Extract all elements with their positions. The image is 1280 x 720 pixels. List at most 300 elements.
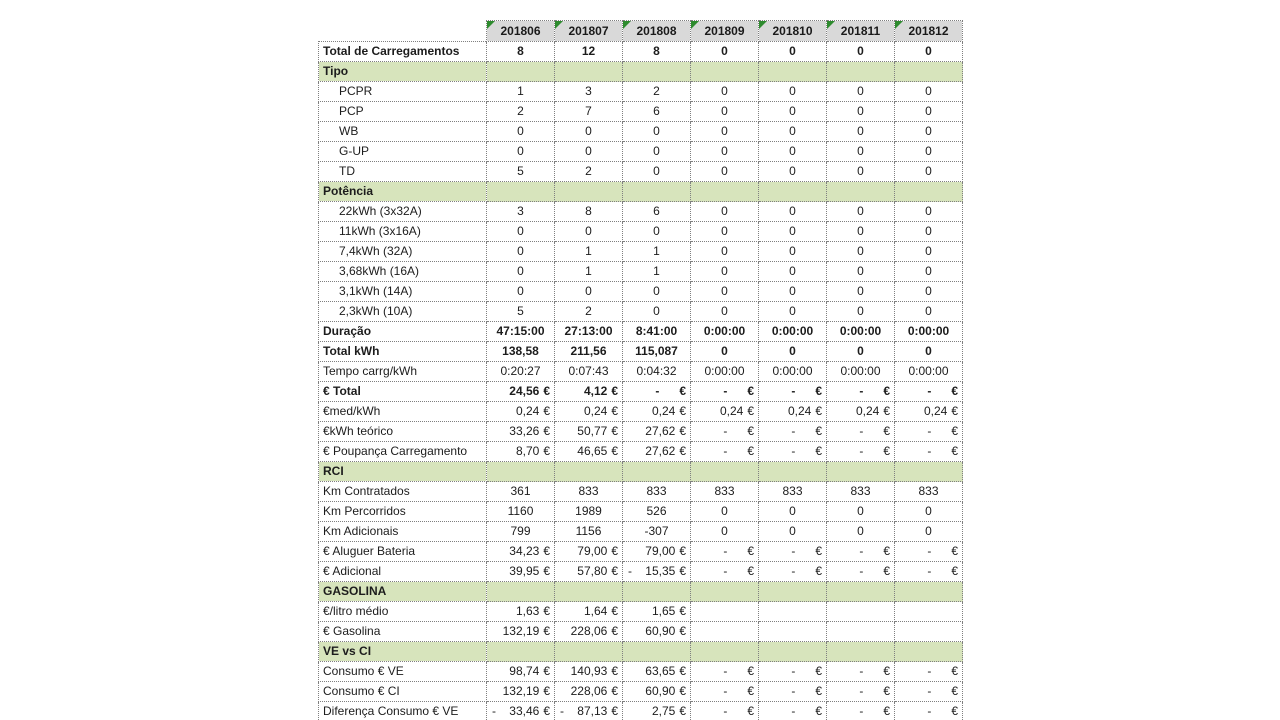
- cell[interactable]: 2: [623, 82, 691, 102]
- cell[interactable]: 526: [623, 502, 691, 522]
- cell[interactable]: [691, 622, 759, 642]
- cell[interactable]: 0: [691, 102, 759, 122]
- currency-value: [487, 662, 554, 681]
- cell[interactable]: [827, 402, 895, 422]
- cell[interactable]: [759, 602, 827, 622]
- cell[interactable]: [487, 702, 555, 720]
- cell[interactable]: [487, 62, 555, 82]
- row-label-cell[interactable]: [319, 382, 487, 402]
- row-label-cell[interactable]: [319, 42, 487, 62]
- cell[interactable]: [555, 442, 623, 462]
- cell[interactable]: 6: [623, 102, 691, 122]
- column-header[interactable]: [487, 21, 555, 42]
- row-label-cell[interactable]: [319, 562, 487, 582]
- cell[interactable]: 0: [691, 302, 759, 322]
- cell[interactable]: 1: [623, 242, 691, 262]
- cell[interactable]: [827, 602, 895, 622]
- cell[interactable]: [691, 702, 759, 720]
- cell[interactable]: [555, 702, 623, 720]
- cell[interactable]: [827, 702, 895, 720]
- row-label-cell[interactable]: [319, 542, 487, 562]
- row-label-cell[interactable]: [319, 702, 487, 720]
- column-header[interactable]: [691, 21, 759, 42]
- cell[interactable]: 0: [759, 502, 827, 522]
- cell[interactable]: [487, 382, 555, 402]
- row-label-cell[interactable]: [319, 222, 487, 242]
- cell[interactable]: [895, 702, 963, 720]
- cell[interactable]: 0: [759, 82, 827, 102]
- cell[interactable]: [555, 602, 623, 622]
- cell[interactable]: 0: [487, 262, 555, 282]
- section-row: [319, 182, 963, 202]
- cell[interactable]: 2: [555, 162, 623, 182]
- cell[interactable]: 0: [759, 162, 827, 182]
- cell[interactable]: 0: [691, 262, 759, 282]
- cell[interactable]: 0: [691, 242, 759, 262]
- amount: 0,24: [923, 404, 948, 418]
- row-label-cell[interactable]: [319, 102, 487, 122]
- row-label: 3,1kWh (14A): [339, 284, 413, 298]
- cell[interactable]: [555, 382, 623, 402]
- cell[interactable]: [759, 642, 827, 662]
- cell[interactable]: [895, 62, 963, 82]
- cell[interactable]: [555, 582, 623, 602]
- cell[interactable]: 1160: [487, 502, 555, 522]
- cell[interactable]: [895, 542, 963, 562]
- cell[interactable]: 0: [555, 142, 623, 162]
- row-label-cell[interactable]: [319, 482, 487, 502]
- cell[interactable]: 0: [895, 82, 963, 102]
- row-label-cell[interactable]: [319, 602, 487, 622]
- cell[interactable]: [895, 402, 963, 422]
- cell[interactable]: [895, 382, 963, 402]
- cell[interactable]: 833: [827, 482, 895, 502]
- cell[interactable]: 0: [895, 202, 963, 222]
- column-header[interactable]: [555, 21, 623, 42]
- cell[interactable]: [487, 562, 555, 582]
- cell[interactable]: [895, 462, 963, 482]
- cell[interactable]: [623, 562, 691, 582]
- cell[interactable]: [487, 602, 555, 622]
- cell[interactable]: -307: [623, 522, 691, 542]
- cell[interactable]: 0: [759, 282, 827, 302]
- accounting-dash: -: [791, 684, 796, 698]
- row-label-cell[interactable]: [319, 362, 487, 382]
- row-label-cell[interactable]: [319, 662, 487, 682]
- cell[interactable]: 0: [827, 202, 895, 222]
- cell[interactable]: [895, 182, 963, 202]
- cell[interactable]: 833: [895, 482, 963, 502]
- cell[interactable]: [555, 62, 623, 82]
- cell[interactable]: [827, 462, 895, 482]
- cell[interactable]: [895, 602, 963, 622]
- cell[interactable]: [827, 562, 895, 582]
- cell[interactable]: 0: [623, 302, 691, 322]
- section-label: RCI: [323, 464, 344, 478]
- cell[interactable]: [827, 382, 895, 402]
- cell[interactable]: [827, 582, 895, 602]
- cell[interactable]: [623, 582, 691, 602]
- column-header[interactable]: [623, 21, 691, 42]
- cell[interactable]: [623, 702, 691, 720]
- cell[interactable]: 0: [691, 122, 759, 142]
- section-label-cell[interactable]: [319, 62, 487, 82]
- cell[interactable]: [691, 442, 759, 462]
- cell[interactable]: 0:00:00: [691, 322, 759, 342]
- row-label-cell[interactable]: [319, 242, 487, 262]
- cell[interactable]: 8: [623, 42, 691, 62]
- cell[interactable]: 0: [895, 502, 963, 522]
- cell[interactable]: [691, 382, 759, 402]
- cell[interactable]: [895, 442, 963, 462]
- cell[interactable]: 0: [759, 262, 827, 282]
- cell[interactable]: [555, 422, 623, 442]
- euro-symbol: €: [611, 424, 618, 438]
- column-header[interactable]: [895, 21, 963, 42]
- cell[interactable]: [555, 402, 623, 422]
- cell[interactable]: 0:00:00: [691, 362, 759, 382]
- cell[interactable]: 0: [895, 522, 963, 542]
- cell[interactable]: [487, 462, 555, 482]
- cell[interactable]: [623, 542, 691, 562]
- cell[interactable]: 361: [487, 482, 555, 502]
- currency-value: [623, 622, 690, 641]
- cell[interactable]: 0: [691, 162, 759, 182]
- cell[interactable]: [895, 562, 963, 582]
- data-row: [319, 442, 963, 462]
- cell[interactable]: [691, 602, 759, 622]
- cell[interactable]: 0: [623, 222, 691, 242]
- cell[interactable]: [691, 462, 759, 482]
- cell[interactable]: [691, 642, 759, 662]
- cell[interactable]: [827, 182, 895, 202]
- cell[interactable]: 0: [759, 142, 827, 162]
- cell[interactable]: [759, 622, 827, 642]
- currency-value: [487, 382, 554, 401]
- cell[interactable]: 0: [691, 522, 759, 542]
- cell[interactable]: [691, 542, 759, 562]
- cell[interactable]: 0: [487, 242, 555, 262]
- cell[interactable]: 0: [691, 342, 759, 362]
- cell[interactable]: 211,56: [555, 342, 623, 362]
- cell[interactable]: [623, 602, 691, 622]
- cell[interactable]: [759, 382, 827, 402]
- cell[interactable]: [827, 622, 895, 642]
- row-label-cell[interactable]: [319, 422, 487, 442]
- cell[interactable]: [487, 402, 555, 422]
- row-label-cell[interactable]: [319, 82, 487, 102]
- cell[interactable]: [623, 682, 691, 702]
- cell[interactable]: [895, 582, 963, 602]
- cell[interactable]: 0: [827, 162, 895, 182]
- cell[interactable]: 0: [827, 262, 895, 282]
- cell[interactable]: 0: [487, 222, 555, 242]
- section-label-cell[interactable]: [319, 462, 487, 482]
- cell[interactable]: [895, 422, 963, 442]
- cell[interactable]: [555, 662, 623, 682]
- cell[interactable]: [759, 562, 827, 582]
- cell[interactable]: [759, 462, 827, 482]
- cell[interactable]: [487, 662, 555, 682]
- row-label-cell[interactable]: [319, 122, 487, 142]
- cell[interactable]: 0: [827, 42, 895, 62]
- cell[interactable]: 0: [759, 202, 827, 222]
- cell[interactable]: [759, 422, 827, 442]
- cell[interactable]: [555, 182, 623, 202]
- cell[interactable]: [691, 662, 759, 682]
- row-label-cell[interactable]: [319, 302, 487, 322]
- cell[interactable]: 0: [895, 162, 963, 182]
- cell[interactable]: 0:04:32: [623, 362, 691, 382]
- cell[interactable]: [487, 442, 555, 462]
- accounting-dash: -: [791, 544, 796, 558]
- cell[interactable]: 0: [827, 142, 895, 162]
- currency-value: [555, 602, 622, 621]
- currency-value: [691, 442, 758, 461]
- cell[interactable]: [623, 622, 691, 642]
- cell[interactable]: [487, 542, 555, 562]
- cell[interactable]: [759, 702, 827, 720]
- row-label-cell[interactable]: [319, 522, 487, 542]
- cell[interactable]: 0: [895, 122, 963, 142]
- row-label-cell[interactable]: [319, 622, 487, 642]
- section-label-cell[interactable]: [319, 642, 487, 662]
- row-label-cell[interactable]: [319, 442, 487, 462]
- cell[interactable]: 5: [487, 162, 555, 182]
- cell[interactable]: 799: [487, 522, 555, 542]
- cell[interactable]: 0:20:27: [487, 362, 555, 382]
- cell[interactable]: 0:00:00: [759, 322, 827, 342]
- euro-symbol: €: [543, 604, 550, 618]
- section-label-cell[interactable]: [319, 582, 487, 602]
- cell[interactable]: [691, 402, 759, 422]
- cell[interactable]: [691, 682, 759, 702]
- cell[interactable]: 0: [555, 122, 623, 142]
- cell[interactable]: 27:13:00: [555, 322, 623, 342]
- cell[interactable]: [487, 582, 555, 602]
- cell[interactable]: 8:41:00: [623, 322, 691, 342]
- cell[interactable]: [895, 662, 963, 682]
- cell[interactable]: 1156: [555, 522, 623, 542]
- cell[interactable]: 0: [827, 222, 895, 242]
- cell[interactable]: [555, 562, 623, 582]
- cell[interactable]: [827, 682, 895, 702]
- cell[interactable]: 6: [623, 202, 691, 222]
- cell[interactable]: 0: [827, 102, 895, 122]
- cell[interactable]: 833: [555, 482, 623, 502]
- section-label: Potência: [323, 184, 374, 198]
- cell[interactable]: 0: [759, 42, 827, 62]
- cell[interactable]: 1: [623, 262, 691, 282]
- column-header[interactable]: [827, 21, 895, 42]
- currency-value: [691, 562, 758, 581]
- cell[interactable]: [759, 182, 827, 202]
- cell[interactable]: 0: [623, 122, 691, 142]
- cell[interactable]: 0: [895, 262, 963, 282]
- cell[interactable]: 115,087: [623, 342, 691, 362]
- cell[interactable]: 0: [895, 282, 963, 302]
- cell[interactable]: [691, 62, 759, 82]
- cell[interactable]: 3: [555, 82, 623, 102]
- cell[interactable]: [623, 422, 691, 442]
- cell[interactable]: 0: [759, 102, 827, 122]
- cell[interactable]: 0: [895, 102, 963, 122]
- cell[interactable]: 0: [827, 282, 895, 302]
- cell[interactable]: 833: [623, 482, 691, 502]
- accounting-dash: -: [723, 564, 728, 578]
- cell[interactable]: 0: [827, 502, 895, 522]
- cell[interactable]: 0: [555, 282, 623, 302]
- cell[interactable]: [759, 682, 827, 702]
- cell[interactable]: 0:07:43: [555, 362, 623, 382]
- cell[interactable]: 0:00:00: [827, 322, 895, 342]
- cell[interactable]: [487, 642, 555, 662]
- cell[interactable]: [827, 442, 895, 462]
- cell[interactable]: [623, 442, 691, 462]
- cell[interactable]: [827, 642, 895, 662]
- row-label-cell[interactable]: [319, 282, 487, 302]
- cell[interactable]: [555, 542, 623, 562]
- cell[interactable]: 0: [827, 522, 895, 542]
- cell[interactable]: 0: [691, 42, 759, 62]
- cell[interactable]: 0:00:00: [895, 322, 963, 342]
- cell[interactable]: 8: [487, 42, 555, 62]
- row-label-cell[interactable]: [319, 402, 487, 422]
- cell[interactable]: [487, 182, 555, 202]
- cell[interactable]: [691, 182, 759, 202]
- row-label-cell[interactable]: [319, 262, 487, 282]
- cell[interactable]: 0: [691, 222, 759, 242]
- cell[interactable]: [827, 542, 895, 562]
- cell[interactable]: 0: [623, 162, 691, 182]
- cell[interactable]: 1: [487, 82, 555, 102]
- corner-cell[interactable]: [319, 21, 487, 42]
- cell[interactable]: 0:00:00: [827, 362, 895, 382]
- cell[interactable]: 0: [895, 242, 963, 262]
- cell[interactable]: [759, 542, 827, 562]
- cell[interactable]: 1: [555, 262, 623, 282]
- cell[interactable]: 2: [555, 302, 623, 322]
- cell[interactable]: [759, 582, 827, 602]
- cell[interactable]: [487, 622, 555, 642]
- cell[interactable]: 0: [487, 282, 555, 302]
- row-label-cell[interactable]: [319, 322, 487, 342]
- cell[interactable]: 0: [827, 242, 895, 262]
- cell[interactable]: [623, 182, 691, 202]
- cell[interactable]: [623, 642, 691, 662]
- cell[interactable]: 5: [487, 302, 555, 322]
- row-label-cell[interactable]: [319, 682, 487, 702]
- cell[interactable]: 0: [691, 282, 759, 302]
- cell[interactable]: 1: [555, 242, 623, 262]
- cell[interactable]: [895, 642, 963, 662]
- cell[interactable]: 0: [691, 202, 759, 222]
- cell[interactable]: 0:00:00: [895, 362, 963, 382]
- amount: 4,12: [583, 384, 608, 398]
- cell[interactable]: 138,58: [487, 342, 555, 362]
- cell[interactable]: 0: [691, 502, 759, 522]
- cell[interactable]: [555, 462, 623, 482]
- cell[interactable]: 0: [759, 302, 827, 322]
- cell[interactable]: 3: [487, 202, 555, 222]
- cell[interactable]: [555, 642, 623, 662]
- currency-value: [895, 402, 962, 421]
- cell[interactable]: 0: [895, 302, 963, 322]
- currency-value: [555, 562, 622, 581]
- cell[interactable]: 0:00:00: [759, 362, 827, 382]
- cell[interactable]: 0: [759, 242, 827, 262]
- cell[interactable]: 7: [555, 102, 623, 122]
- cell[interactable]: [759, 62, 827, 82]
- cell[interactable]: 0: [759, 522, 827, 542]
- cell[interactable]: 0: [895, 342, 963, 362]
- cell[interactable]: 0: [827, 302, 895, 322]
- cell[interactable]: [623, 382, 691, 402]
- cell[interactable]: [555, 622, 623, 642]
- cell[interactable]: 0: [555, 222, 623, 242]
- cell[interactable]: 0: [759, 122, 827, 142]
- cell[interactable]: [623, 462, 691, 482]
- cell[interactable]: 0: [895, 222, 963, 242]
- cell[interactable]: 0: [623, 282, 691, 302]
- cell[interactable]: 0: [691, 82, 759, 102]
- cell[interactable]: [827, 422, 895, 442]
- cell[interactable]: 8: [555, 202, 623, 222]
- section-label-cell[interactable]: [319, 182, 487, 202]
- cell[interactable]: [691, 562, 759, 582]
- cell[interactable]: 0: [487, 142, 555, 162]
- cell[interactable]: 12: [555, 42, 623, 62]
- cell[interactable]: 0: [691, 142, 759, 162]
- cell[interactable]: [555, 682, 623, 702]
- cell[interactable]: [691, 422, 759, 442]
- cell[interactable]: [623, 662, 691, 682]
- row-label-cell[interactable]: [319, 342, 487, 362]
- row-label-cell[interactable]: [319, 502, 487, 522]
- cell[interactable]: 47:15:00: [487, 322, 555, 342]
- cell[interactable]: 0: [895, 42, 963, 62]
- cell[interactable]: [487, 682, 555, 702]
- cell[interactable]: 0: [759, 222, 827, 242]
- cell[interactable]: [895, 682, 963, 702]
- row-label-cell[interactable]: [319, 202, 487, 222]
- cell[interactable]: [895, 622, 963, 642]
- cell[interactable]: 2: [487, 102, 555, 122]
- cell[interactable]: 0: [827, 122, 895, 142]
- cell[interactable]: 0: [487, 122, 555, 142]
- cell[interactable]: 0: [623, 142, 691, 162]
- column-header[interactable]: [759, 21, 827, 42]
- cell[interactable]: [827, 62, 895, 82]
- cell[interactable]: [623, 62, 691, 82]
- cell[interactable]: 0: [895, 142, 963, 162]
- cell[interactable]: 833: [759, 482, 827, 502]
- cell[interactable]: 0: [827, 82, 895, 102]
- row-label-cell[interactable]: [319, 142, 487, 162]
- cell[interactable]: [759, 402, 827, 422]
- cell[interactable]: 1989: [555, 502, 623, 522]
- cell[interactable]: 0: [827, 342, 895, 362]
- cell[interactable]: [487, 422, 555, 442]
- cell[interactable]: 833: [691, 482, 759, 502]
- row-label-cell[interactable]: [319, 162, 487, 182]
- cell[interactable]: [759, 662, 827, 682]
- cell[interactable]: [759, 442, 827, 462]
- cell[interactable]: 0: [759, 342, 827, 362]
- cell[interactable]: [623, 402, 691, 422]
- cell[interactable]: [827, 662, 895, 682]
- cell[interactable]: [691, 582, 759, 602]
